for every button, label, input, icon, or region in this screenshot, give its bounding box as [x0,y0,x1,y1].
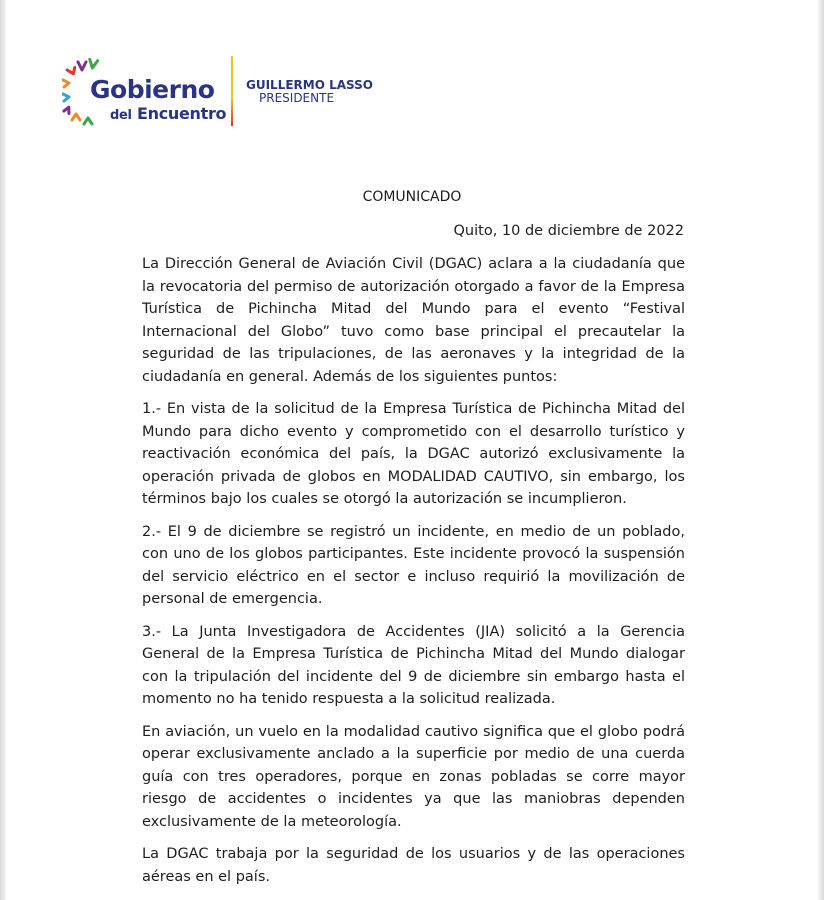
paragraph-intro: La Dirección General de Aviación Civil (DGAC) aclara a la ciudadanía que la revocatoria del permiso de autorización otorgado a favor de la Empresa Turística de Pichincha Mitad del Mundo para el evento “Festival Internacional del Globo” tuvo como base principal el precautelar la seguridad de las tripulaciones, de las aeronaves y la integridad de la ciudadanía en general. Además de los siguientes puntos: [142,256,685,385]
logo-del-text: del [110,108,132,123]
heading-text: COMUNICADO [362,189,462,205]
logo-divider [231,56,233,126]
president-name: GUILLERMO LASSO [246,78,373,92]
logo-encuentro-text [110,104,226,126]
paragraph-closing: La DGAC trabaja por la seguridad de los usuarios y de las operaciones aéreas en el país. [142,846,685,885]
paragraph-point-1: 1.- En vista de la solicitud de la Empresa Turística de Pichincha Mitad del Mundo para dicho evento y comprometido con el desarrollo turístico y reactivación económica del país, la DGAC autorizó exclusivamente la operación privada de globos en MODALIDAD CAUTIVO, sin embargo, los términos bajo los cuales se otorgó la autorización se incumplieron. [142,401,685,507]
document-heading [0,188,824,206]
document-date: Quito, 10 de diciembre de 2022 [453,223,684,239]
logo-gobierno-text: Gobierno [90,75,215,104]
paragraph-point-3: 3.- La Junta Investigadora de Accidentes (JIA) solicitó a la Gerencia General de la Empresa Turística de Pichincha Mitad del Mundo dialogar con la tripulación del incidente del 9 de diciembre sin embargo hasta el momento no ha tenido respuesta a la solicitud realizada. [142,623,685,707]
president-title: PRESIDENTE [259,91,335,105]
paragraph-point-2: 2.- El 9 de diciembre se registró un incidente, en medio de un poblado, con uno de los globos participantes. Este incidente provocó la suspensión del servicio eléctrico en el sector e incluso requirió la movilización de personal de emergencia. [142,523,685,607]
logo-encuentro-word: Encuentro [136,104,227,123]
paragraph-definition: En aviación, un vuelo en la modalidad cautivo significa que el globo podrá operar exclusivamente anclado a la superficie por medio de una cuerda guía con tres operadores, porque en zonas pobladas se corre mayor riesgo de accidentes o incidentes ya que las maniobras dependen exclusivamente de la meteorología. [142,723,685,830]
document-body [142,253,685,898]
